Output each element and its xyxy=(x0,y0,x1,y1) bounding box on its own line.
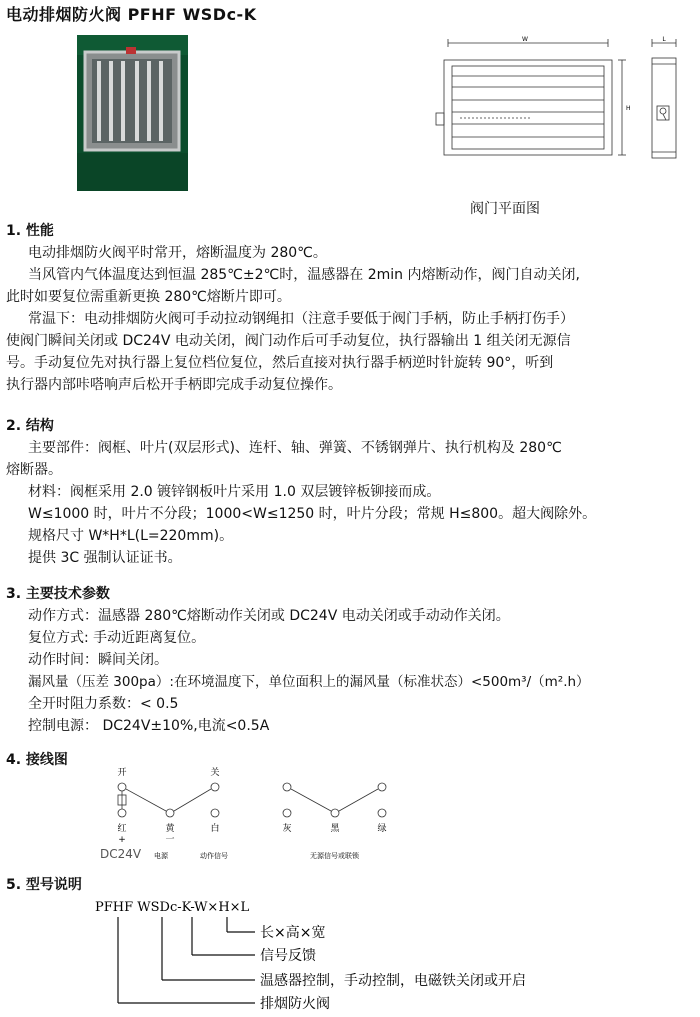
text-line: 此时如要复位需重新更换 280℃熔断片即可。 xyxy=(6,289,291,305)
drawing-caption: 阀门平面图 xyxy=(470,201,540,217)
section-specs xyxy=(6,583,590,737)
section-heading: 4. 接线图 xyxy=(6,752,68,768)
label-white: 白 xyxy=(210,824,220,834)
text-line: 全开时阻力系数：< 0.5 xyxy=(28,696,179,712)
section-heading: 5. 型号说明 xyxy=(6,877,82,893)
text-line: 控制电源： DC24V±10%,电流<0.5A xyxy=(28,718,270,734)
text-line: 使阀门瞬间关闭或 DC24V 电动关闭，阀门动作后可手动复位，执行器输出 1 组关闭无源信 xyxy=(6,333,571,349)
product-photo xyxy=(77,35,188,191)
text-line: 复位方式: 手动近距离复位。 xyxy=(28,630,206,646)
text-line: 规格尺寸 W*H*L(L=220mm)。 xyxy=(28,528,234,544)
text-line: 主要部件：阀框、叶片(双层形式)、连杆、轴、弹簧、不锈钢弹片、执行机构及 280℃ xyxy=(28,440,562,456)
model-part-control: 温感器控制，手动控制，电磁铁关闭或开启 xyxy=(260,973,526,989)
label-open: 开 xyxy=(117,768,127,778)
section-heading: 1. 性能 xyxy=(6,223,54,239)
label-yellow: 黄 xyxy=(165,824,175,834)
section-heading: 2. 结构 xyxy=(6,418,54,434)
text-line: 动作时间：瞬间关闭。 xyxy=(28,652,168,668)
section-performance xyxy=(6,220,580,396)
valve-plan-drawing xyxy=(430,30,695,180)
text-line: 熔断器。 xyxy=(6,462,62,478)
text-line: 执行器内部咔嗒响声后松开手柄即完成手动复位操作。 xyxy=(6,377,342,393)
w-label: W xyxy=(522,36,528,43)
label-green: 绿 xyxy=(377,824,387,834)
label-close: 关 xyxy=(210,768,220,778)
model-part-signal: 信号反馈 xyxy=(260,948,316,964)
text-line: 漏风量（压差 300pa）:在环境温度下，单位面积上的漏风量（标准状态）<500m³/（m².h） xyxy=(28,674,590,690)
wiring-diagram xyxy=(100,765,400,865)
document-title: 电动排烟防火阀 PFHF WSDc-K xyxy=(6,5,257,24)
section-structure xyxy=(6,415,596,569)
label-plus: + xyxy=(118,835,126,845)
model-code: PFHF WSDc-K-W×H×L xyxy=(95,900,250,915)
label-passive-signal: 无源信号或联锁 xyxy=(310,852,359,860)
text-line: 材料：阀框采用 2.0 镀锌钢板叶片采用 1.0 双层镀锌板铆接而成。 xyxy=(28,484,441,500)
section-heading: 3. 主要技术参数 xyxy=(6,586,110,602)
label-red: 红 xyxy=(117,824,127,834)
model-breakdown-diagram xyxy=(90,895,610,1015)
text-line: 提供 3C 强制认证证书。 xyxy=(28,550,182,566)
text-line: 当风管内气体温度达到恒温 285℃±2℃时，温感器在 2min 内熔断动作，阀门自动关闭, xyxy=(28,267,580,283)
label-black: 黑 xyxy=(330,824,340,834)
model-part-dimensions: 长×高×宽 xyxy=(260,925,326,941)
label-action-signal: 动作信号 xyxy=(200,852,228,860)
text-line: W≤1000 时，叶片不分段；1000<W≤1250 时，叶片分段；常规 H≤800。超大阀除外。 xyxy=(28,506,597,522)
model-part-type: 排烟防火阀 xyxy=(260,996,330,1012)
label-power: 电源 xyxy=(154,852,168,860)
l-label: L xyxy=(662,36,666,43)
text-line: 电动排烟防火阀平时常开，熔断温度为 280℃。 xyxy=(28,245,327,261)
label-minus: 一 xyxy=(165,835,175,845)
text-line: 动作方式：温感器 280℃熔断动作关闭或 DC24V 电动关闭或手动动作关闭。 xyxy=(28,608,510,624)
text-line: 常温下：电动排烟防火阀可手动拉动钢绳扣（注意手要低于阀门手柄，防止手柄打伤手） xyxy=(28,311,574,327)
h-label: H xyxy=(626,105,631,112)
label-dc24v: DC24V xyxy=(100,847,142,861)
label-gray: 灰 xyxy=(282,824,292,834)
text-line: 号。手动复位先对执行器上复位档位复位，然后直接对执行器手柄逆时针旋转 90°，听到 xyxy=(6,355,554,371)
